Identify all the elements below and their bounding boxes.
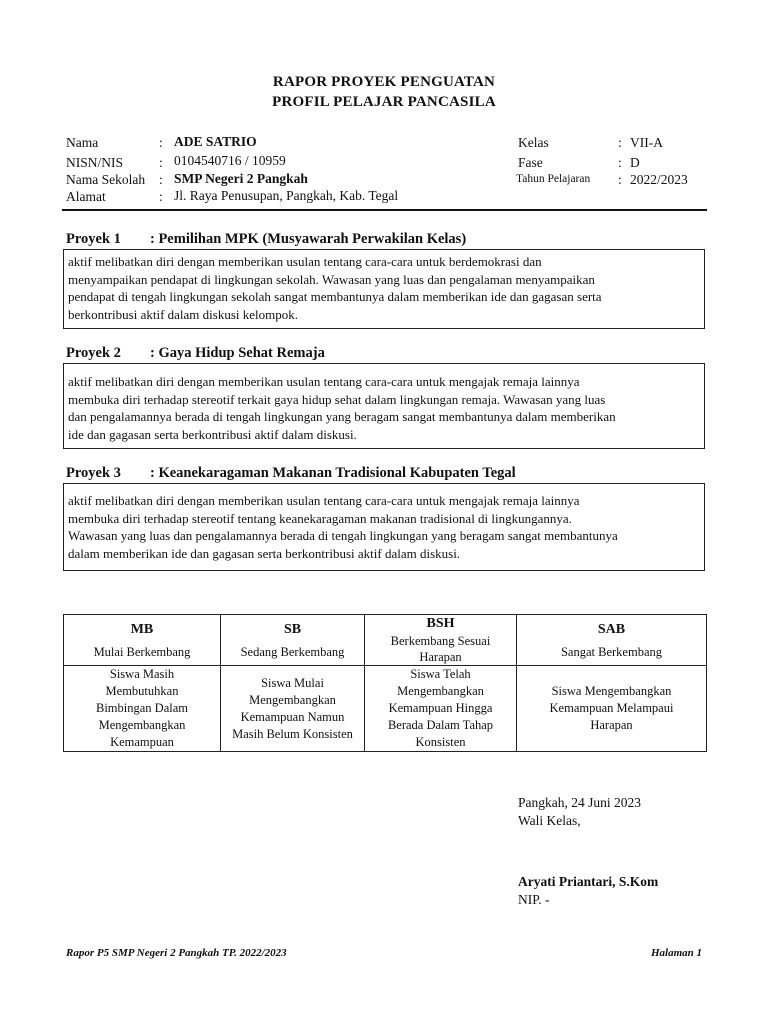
description-line: membuka diri terhadap stereotif tentang keanekaragaman makanan tradisional di lingkungannya.: [68, 510, 572, 526]
project-3-description: [63, 483, 705, 571]
legend-desc-mb: [64, 666, 221, 752]
description-line: dalam memberikan ide dan gagasan serta berkontribusi aktif dalam diskusi.: [68, 545, 461, 561]
legend-cell-bsh: [365, 615, 517, 666]
description-line: pendapat di tengah lingkungan sekolah sangat membantunya dalam memberikan ide dan gagasan serta: [68, 289, 602, 304]
legend-name: Sedang Berkembang: [240, 644, 345, 659]
fase-colon: :: [618, 155, 622, 170]
desc-line: Siswa Masih: [109, 667, 175, 681]
sekolah-label: Nama Sekolah: [66, 172, 146, 187]
description-line: Wawasan yang luas dan pengalamannya berada di tengah lingkungan yang beragam sangat membantunya: [68, 528, 618, 543]
fase-label: Fase: [518, 155, 543, 170]
description-line: dan pengalamannya berada di tengah lingkungan yang beragam sangat membantunya dalam memberikan: [68, 409, 616, 424]
description-line: ide dan gagasan serta berkontribusi aktif dalam diskusi.: [68, 426, 357, 442]
desc-line: Mengembangkan: [98, 718, 186, 732]
legend-cell-mb: [64, 615, 221, 666]
desc-line: Siswa Telah: [410, 667, 471, 681]
legend-code: MB: [130, 621, 154, 637]
tahun-label: Tahun Pelajaran: [516, 173, 591, 185]
signatory-name: Aryati Priantari, S.Kom: [518, 874, 659, 889]
legend-desc-bsh: [365, 666, 517, 752]
nisn-colon: :: [159, 155, 163, 170]
legend-name-line: Berkembang Sesuai: [390, 634, 491, 648]
legend-cell-sab: [517, 615, 707, 666]
desc-line: Mengembangkan: [397, 684, 484, 698]
legend-name: [369, 633, 512, 665]
desc-line: Mengembangkan: [249, 692, 336, 707]
report-title-line2: PROFIL PELAJAR PANCASILA: [272, 94, 496, 110]
description-line: berkontribusi aktif dalam diskusi kelompok.: [68, 306, 298, 322]
legend-desc-sb: [221, 666, 365, 752]
footer-page-number: Halaman 1: [650, 947, 702, 959]
legend-description-row: [64, 666, 707, 752]
nama-value: ADE SATRIO: [174, 134, 257, 149]
legend-header-row: [64, 615, 707, 666]
desc-line: Kemampuan Namun: [240, 709, 345, 724]
description-line: aktif melibatkan diri dengan memberikan usulan tentang cara-cara untuk mengajak remaja lainnya: [68, 374, 580, 389]
fase-value: D: [630, 155, 640, 170]
legend-name: Sangat Berkembang: [560, 644, 662, 659]
signatory-nip: NIP. -: [518, 892, 550, 907]
desc-line: Membutuhkan: [105, 684, 179, 698]
desc-line: Siswa Mengembangkan: [551, 684, 672, 698]
project-1-label: Proyek 1: [66, 231, 121, 247]
nisn-value: 0104540716 / 10959: [174, 153, 286, 168]
desc-line: Masih Belum Konsisten: [232, 726, 353, 741]
legend-name: Mulai Berkembang: [93, 644, 191, 659]
desc-line: Kemampuan Hingga: [388, 701, 493, 715]
kelas-label: Kelas: [518, 135, 549, 150]
legend-code: SAB: [597, 621, 626, 637]
legend-desc-sab: [517, 666, 707, 752]
legend-code: BSH: [426, 616, 455, 631]
desc-line: Konsisten: [415, 735, 466, 749]
project-2-title: : Gaya Hidup Sehat Remaja: [150, 345, 325, 361]
description-line: aktif melibatkan diri dengan memberikan usulan tentang cara-cara untuk mengajak remaja lainnya: [68, 493, 580, 508]
desc-line: Kemampuan Melampaui: [549, 701, 674, 715]
legend-name-line: Harapan: [419, 650, 462, 664]
signature-role: Wali Kelas,: [518, 813, 581, 828]
assessment-legend-table: [63, 614, 707, 752]
legend-code: SB: [283, 621, 302, 637]
nisn-label: NISN/NIS: [66, 155, 124, 170]
alamat-colon: :: [159, 189, 163, 204]
description-line: aktif melibatkan diri dengan memberikan usulan tentang cara-cara untuk berdemokrasi dan: [68, 254, 542, 269]
legend-cell-sb: [221, 615, 365, 666]
desc-line: Berada Dalam Tahap: [387, 718, 494, 732]
sekolah-colon: :: [159, 172, 163, 187]
desc-line: Kemampuan: [110, 735, 174, 749]
project-3-label: Proyek 3: [66, 465, 121, 481]
tahun-value: 2022/2023: [630, 172, 688, 187]
nama-label: Nama: [66, 135, 99, 150]
footer-left: Rapor P5 SMP Negeri 2 Pangkah TP. 2022/2023: [66, 947, 287, 959]
sekolah-value: SMP Negeri 2 Pangkah: [174, 171, 308, 186]
project-1-description: [63, 249, 705, 329]
kelas-colon: :: [618, 135, 622, 150]
alamat-label: Alamat: [66, 189, 106, 204]
description-line: menyampaikan pendapat di lingkungan sekolah. Wawasan yang luas dan pengalaman menyampaikan: [68, 271, 595, 287]
project-3-title: : Keanekaragaman Makanan Tradisional Kabupaten Tegal: [150, 465, 516, 481]
project-2-label: Proyek 2: [66, 345, 121, 361]
alamat-value: Jl. Raya Penusupan, Pangkah, Kab. Tegal: [174, 188, 399, 203]
desc-line: Harapan: [590, 718, 633, 732]
kelas-value: VII-A: [630, 135, 663, 150]
desc-line: Bimbingan Dalam: [96, 701, 188, 715]
place-date: Pangkah, 24 Juni 2023: [518, 795, 641, 810]
nama-colon: :: [159, 135, 163, 150]
desc-line: Siswa Mulai: [261, 675, 324, 690]
header-divider: [62, 209, 707, 211]
tahun-colon: :: [618, 172, 622, 187]
report-title-line1: RAPOR PROYEK PENGUATAN: [272, 74, 496, 90]
project-1-title: : Pemilihan MPK (Musyawarah Perwakilan Kelas): [150, 231, 467, 247]
description-line: membuka diri terhadap stereotif terkait gaya hidup sehat dalam lingkungan remaja. Wawasan yang luas: [68, 391, 606, 407]
project-2-description: [63, 363, 705, 449]
